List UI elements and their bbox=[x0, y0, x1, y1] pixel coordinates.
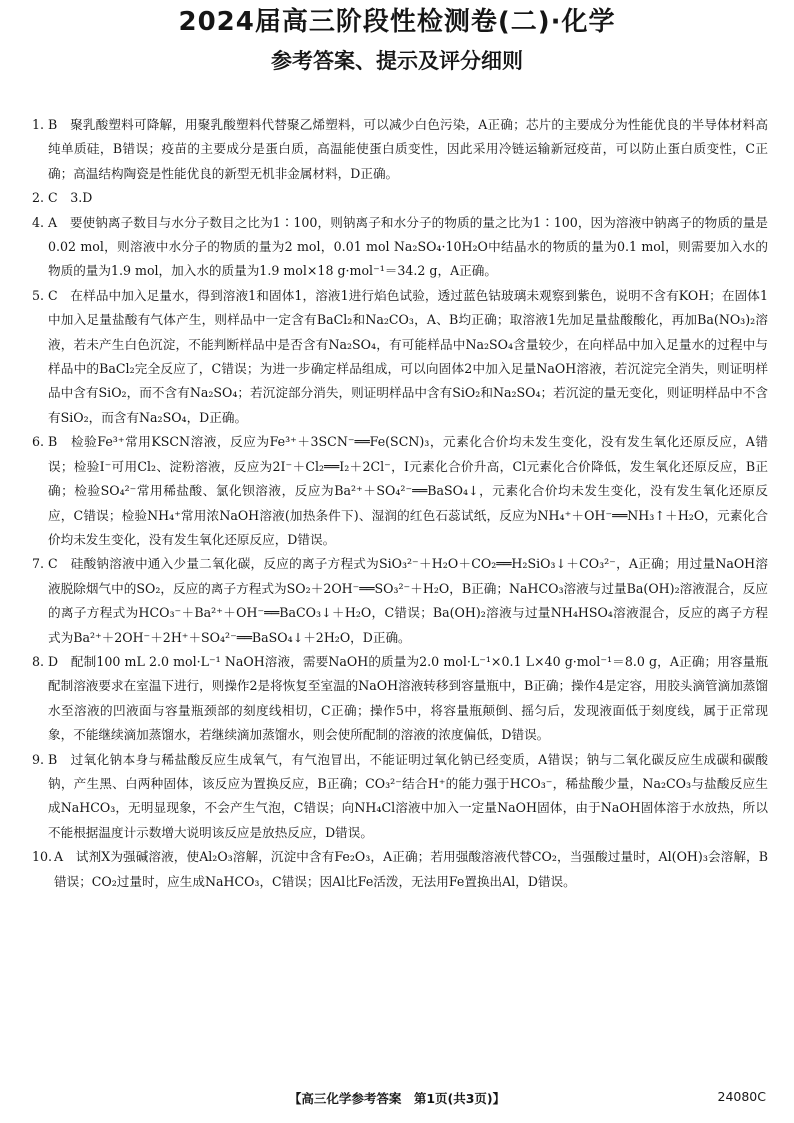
item-text: A 要使钠离子数目与水分子数目之比为1∶100，则钠离子和水分子的物质的量之比为1∶100，因为溶液中钠离子的物质的量是0.02 mol，则溶液中水分子的物质的量为2 mol，0.01 mol Na₂SO₄·10H₂O中结晶水的物质的量为0.1 mol，则需要加入水的物质的量为1.9 mol，加入水的质量为1.9 mol×18 g·mol⁻¹＝34.2 g，A正确。 bbox=[48, 214, 768, 279]
answer-item-4 bbox=[32, 211, 768, 284]
answer-item-1 bbox=[32, 113, 768, 186]
item-text: B 聚乳酸塑料可降解，用聚乳酸塑料代替聚乙烯塑料，可以减少白色污染，A正确；芯片的主要成分为性能优良的半导体材料高纯单质硅，B错误；疫苗的主要成分是蛋白质，高温能使蛋白质变性，因此采用冷链运输新冠疫苗，可以防止蛋白质变性，C正确；高温结构陶瓷是性能优良的新型无机非金属材料，D正确。 bbox=[48, 117, 768, 181]
item-number: 6. bbox=[32, 434, 45, 450]
answer-item-10 bbox=[32, 845, 768, 894]
item-number: 4. bbox=[32, 214, 45, 230]
answer-item-6 bbox=[32, 430, 768, 552]
item-number: 1. bbox=[32, 117, 45, 132]
item-number: 9. bbox=[32, 751, 45, 767]
item-text: C 3.D bbox=[48, 190, 93, 206]
page-footer: 【高三化学参考答案 第1页(共3页)】 bbox=[288, 1091, 506, 1106]
item-text: B 检验Fe³⁺常用KSCN溶液，反应为Fe³⁺＋3SCN⁻══Fe(SCN)₃，元素化合价均未发生变化，没有发生氧化还原反应，A错误；检验I⁻可用Cl₂、淀粉溶液，反应为2I⁻＋Cl₂══I₂＋2Cl⁻，I元素化合价升高，Cl元素化合价降低，发生氧化还原反应，B正确；检验SO₄²⁻常用稀盐酸、氯化钡溶液，反应为Ba²⁺＋SO₄²⁻══BaSO₄↓，元素化合价均未发生变化，没有发生氧化还原反应，C错误；检验NH₄⁺常用浓NaOH溶液(加热条件下)、湿润的红色石蕊试纸，反应为NH₄⁺＋OH⁻══NH₃↑＋H₂O，元素化合价均未发生变化，没有发生氧化还原反应，D错误。 bbox=[48, 434, 768, 547]
page-title: 2024届高三阶段性检测卷(二)·化学 bbox=[178, 7, 616, 37]
page-subtitle: 参考答案、提示及评分细则 bbox=[271, 49, 523, 73]
item-number: 7. bbox=[32, 556, 45, 572]
answer-item-2-3 bbox=[32, 186, 768, 210]
answer-item-9 bbox=[32, 748, 768, 846]
item-text: C 硅酸钠溶液中通入少量二氧化碳，反应的离子方程式为SiO₃²⁻＋H₂O＋CO₂══H₂SiO₃↓＋CO₃²⁻，A正确；用过量NaOH溶液脱除烟气中的SO₂，反应的离子方程式为SO₂＋2OH⁻══SO₃²⁻＋H₂O，B正确；NaHCO₃溶液与过量Ba(OH)₂溶液混合，反应的离子方程式为HCO₃⁻＋Ba²⁺＋OH⁻══BaCO₃↓＋H₂O，C错误；Ba(OH)₂溶液与过量NH₄HSO₄溶液混合，反应的离子方程式为Ba²⁺＋2OH⁻＋2H⁺＋SO₄²⁻══BaSO₄↓＋2H₂O，D正确。 bbox=[48, 556, 768, 645]
answer-item-7 bbox=[32, 552, 768, 650]
item-number: 10. bbox=[32, 849, 53, 865]
item-text: C 在样品中加入足量水，得到溶液1和固体1，溶液1进行焰色试验，透过蓝色钴玻璃未观察到紫色，说明不含有KOH；在固体1中加入足量盐酸有气体产生，则样品中一定含有BaCl₂和Na₂CO₃，A、B均正确；取溶液1先加足量盐酸酸化，再加Ba(NO₃)₂溶液，若未产生白色沉淀，不能判断样品中是否含有Na₂SO₄，有可能样品中Na₂SO₄含量较少，在向样品中加入足量水的过程中与样品中的BaCl₂完全反应了，C错误；为进一步确定样品组成，可以向固体2中加入足量NaOH溶液，若沉淀完全消失，则证明样品中含有SiO₂，而不含有Na₂SO₄；若沉淀部分消失，则证明样品中含有SiO₂和Na₂SO₄；若沉淀的量无变化，则证明样品中不含有SiO₂，而含有Na₂SO₄，D正确。 bbox=[48, 287, 768, 425]
document-code: 24080C bbox=[717, 1089, 766, 1104]
item-number: 2. bbox=[32, 190, 45, 206]
item-text: A 试剂X为强碱溶液，使Al₂O₃溶解，沉淀中含有Fe₂O₃，A正确；若用强酸溶液代替CO₂，当强酸过量时，Al(OH)₃会溶解，B错误；CO₂过量时，应生成NaHCO₃，C错误；因Al比Fe活泼，无法用Fe置换出Al，D错误。 bbox=[54, 849, 768, 889]
answer-list bbox=[32, 113, 768, 894]
item-text: D 配制100 mL 2.0 mol·L⁻¹ NaOH溶液，需要NaOH的质量为2.0 mol·L⁻¹×0.1 L×40 g·mol⁻¹＝8.0 g，A正确；用容量瓶配制溶液要求在室温下进行，则操作2是将恢复至室温的NaOH溶液转移到容量瓶中，B正确；操作4是定容，用胶头滴管滴加蒸馏水至溶液的凹液面与容量瓶颈部的刻度线相切，C正确；操作5中，将容量瓶颠倒、摇匀后，发现液面低于刻度线，属于正常现象，不能继续滴加蒸馏水，若继续滴加蒸馏水，则会使所配制的溶液的浓度偏低，D错误。 bbox=[48, 653, 768, 743]
item-number: 5. bbox=[32, 287, 45, 303]
answer-item-8 bbox=[32, 650, 768, 748]
answer-item-5 bbox=[32, 284, 768, 430]
item-text: B 过氧化钠本身与稀盐酸反应生成氧气，有气泡冒出，不能证明过氧化钠已经变质，A错误；钠与二氧化碳反应生成碳和碳酸钠，产生黑、白两种固体，该反应为置换反应，B正确；CO₃²⁻结合H⁺的能力强于HCO₃⁻，稀盐酸少量，Na₂CO₃与盐酸反应生成NaHCO₃，无明显现象，不会产生气泡，C错误；向NH₄Cl溶液中加入一定量NaOH固体，由于NaOH固体溶于水放热，所以不能根据温度计示数增大说明该反应是放热反应，D错误。 bbox=[48, 751, 768, 840]
item-number: 8. bbox=[32, 653, 45, 669]
